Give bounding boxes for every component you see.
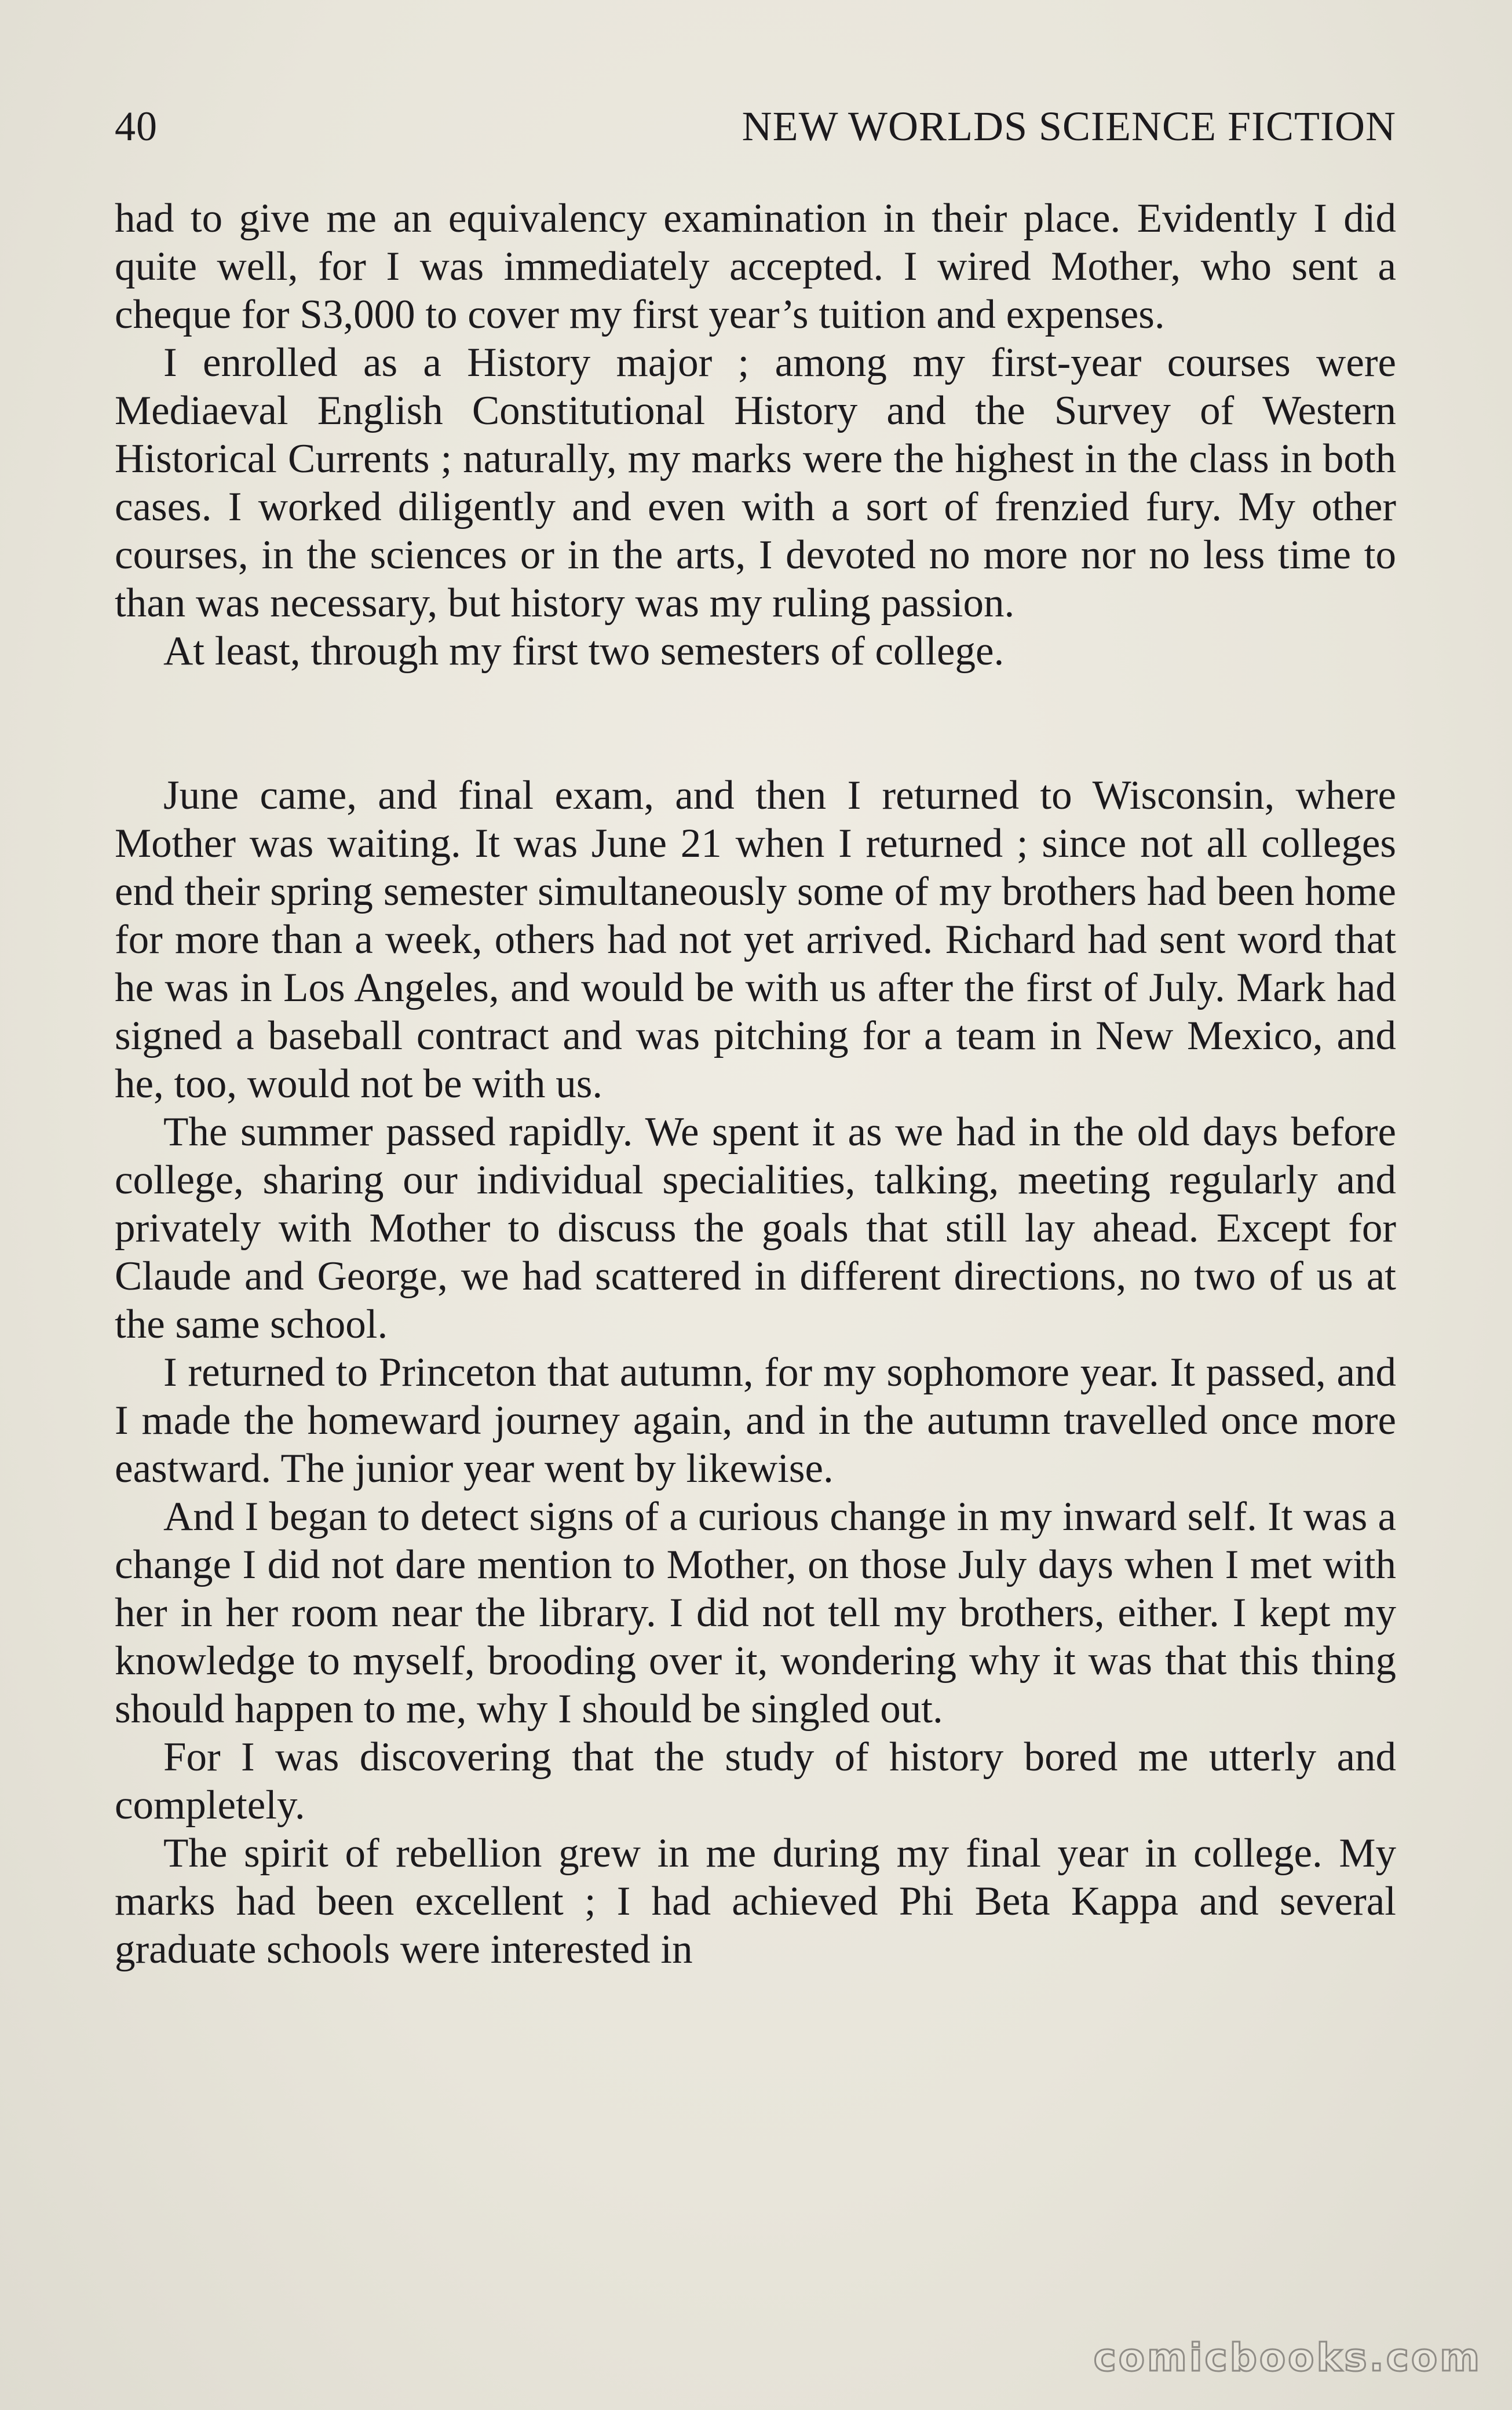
watermark-logo: comicbooks.com <box>1093 2335 1482 2380</box>
running-header <box>115 97 1396 155</box>
paragraph-1: had to give me an equivalency examination in their place. Evidently I did quite well, for I was immediately accepted. I wired Mother, who sent a cheque for S3,000 to cover my first year’s tuition and expenses. <box>115 196 1396 337</box>
paragraph-7: And I began to detect signs of a curious change in my inward self. It was a change I did not dare mention to Mother, on those July days when I met with her in her room near the library. I did not tell my brothers, either. I kept my knowledge to myself, brooding over it, wondering why it was that this thing should happen to me, why I should be singled out. <box>115 1494 1396 1732</box>
body-text <box>115 195 1396 1974</box>
paragraph-9: The spirit of rebellion grew in me during my final year in college. My marks had been excellent ; I had achieved Phi Beta Kappa and several graduate schools were interested in <box>115 1831 1396 1972</box>
paragraph-3: At least, through my first two semesters of college. <box>163 629 1005 674</box>
running-title: NEW WORLDS SCIENCE FICTION <box>742 103 1396 149</box>
paragraph-8: For I was discovering that the study of history bored me utterly and completely. <box>115 1735 1396 1828</box>
paragraph-6: I returned to Princeton that autumn, for my sophomore year. It passed, and I made the homeward journey again, and in the autumn travelled once more eastward. The junior year went by likewise. <box>115 1350 1396 1491</box>
paragraph-5: The summer passed rapidly. We spent it as we had in the old days before college, sharing our individual specialities, talking, meeting regularly and privately with Mother to discuss the goals that still lay ahead. Except for Claude and George, we had scattered in different directions, no two of us at the same school. <box>115 1109 1396 1347</box>
page-number: 40 <box>115 103 158 149</box>
paragraph-2: I enrolled as a History major ; among my first-year courses were Mediaeval English Constitutional History and the Survey of Western Historical Currents ; naturally, my marks were the highest in the class in both cases. I worked diligently and even with a sort of frenzied fury. My other courses, in the sciences or in the arts, I devoted no more nor no less time to than was necessary, but history was my ruling passion. <box>115 340 1396 626</box>
paragraph-4: June came, and final exam, and then I returned to Wisconsin, where Mother was waiting. It was June 21 when I returned ; since not all colleges end their spring semester simultaneously some of my brothers had been home for more than a week, others had not yet arrived. Richard had sent word that he was in Los Angeles, and would be with us after the first of July. Mark had signed a baseball contract and was pitching for a team in New Mexico, and he, too, would not be with us. <box>115 773 1396 1107</box>
